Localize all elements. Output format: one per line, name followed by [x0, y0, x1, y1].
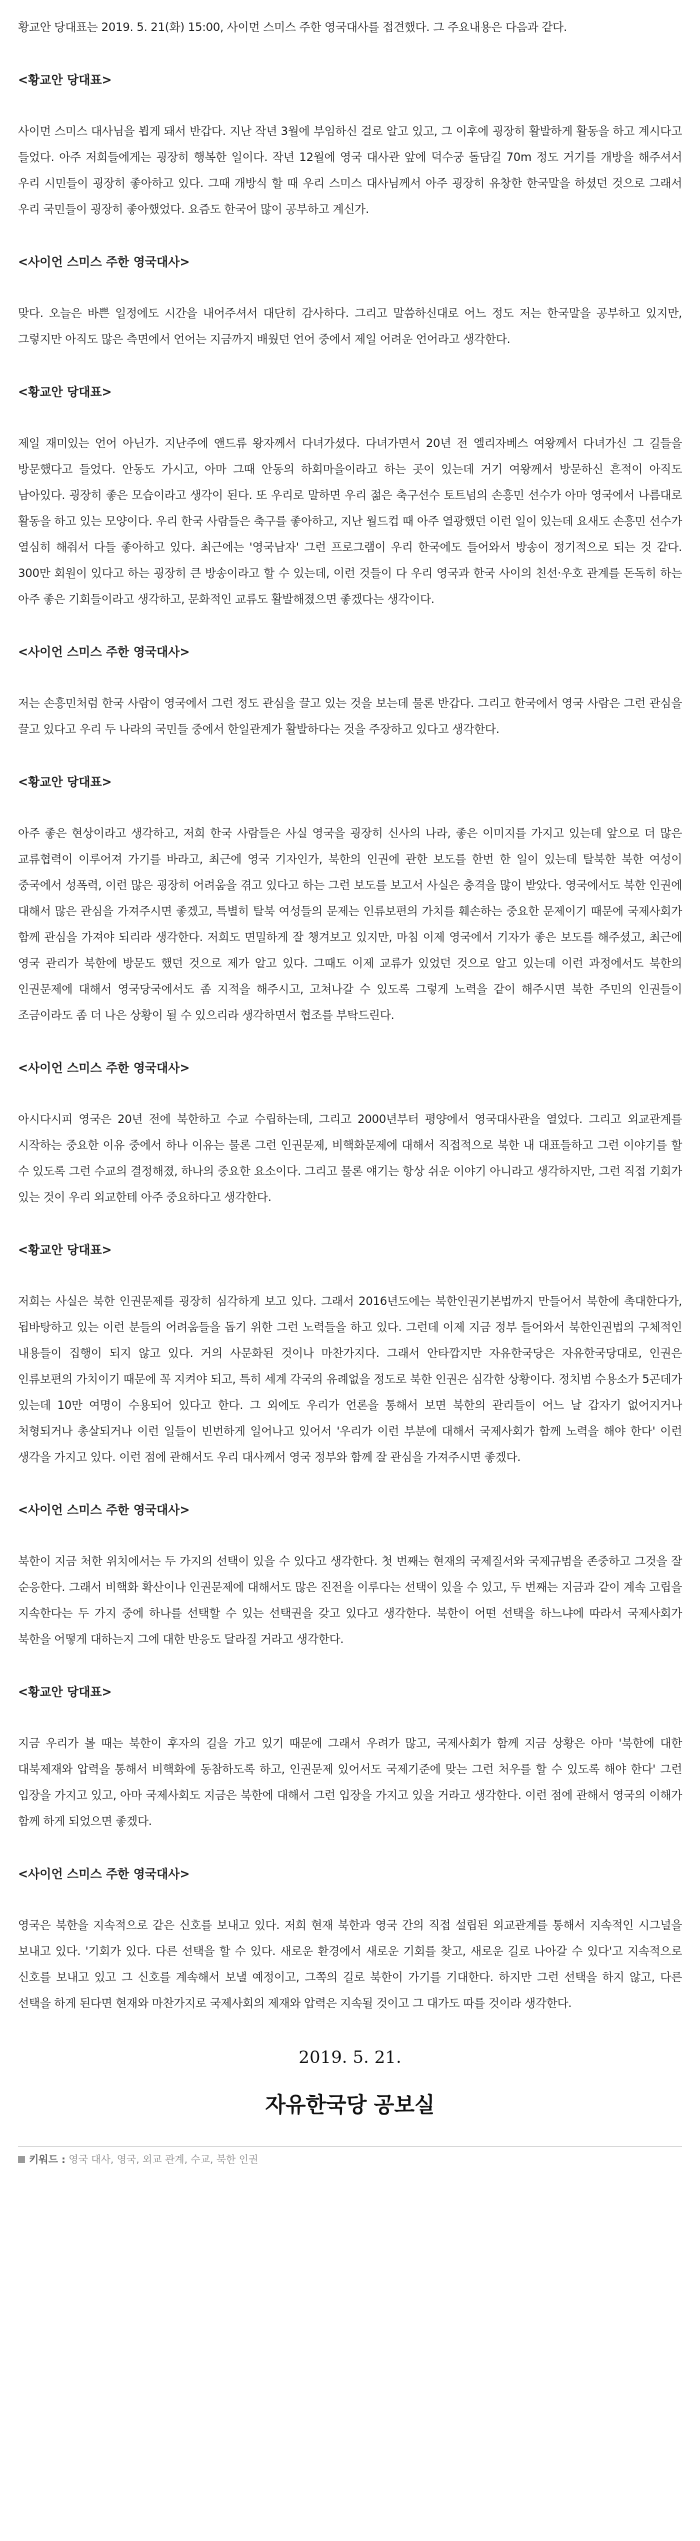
- organization-name: 자유한국당 공보실: [265, 2093, 435, 2117]
- statement-paragraph: 사이먼 스미스 대사님을 뵙게 돼서 반갑다. 지난 작년 3월에 부임하신 걸로 알고 있고, 그 이후에 굉장히 활발하게 활동을 하고 계시다고 들었다. 아주 저희들에게는 굉장히 행복한 일이다. 작년 12월에 영국 대사관 앞에 덕수궁 돌담길 70m 정도 거기를 개방을 해주셔서 우리 시민들이 굉장히 좋아하고 있다. 그때 개방식 할 때 우리 스미스 대사님께서 아주 굉장히 유창한 한국말을 하셨던 것으로 그래서 우리 국민들이 굉장히 좋아했었다. 요즘도 한국어 많이 공부하고 계신가.: [18, 124, 682, 216]
- statement-paragraph: 저희는 사실은 북한 인권문제를 굉장히 심각하게 보고 있다. 그래서 2016년도에는 북한인권기본법까지 만들어서 북한에 촉대한다가, 됩바탕하고 있는 이런 분들의 어려움들을 돕기 위한 그런 노력들을 하고 있다. 그런데 이제 지금 정부 들어와서 북한인권법의 구체적인 내용들이 집행이 되지 않고 있다. 거의 사문화된 것이나 마찬가지다. 그래서 안타깝지만 자유한국당은 자유한국당대로, 인권은 인류보편의 가치이기 때문에 꼭 지켜야 되고, 특히 세계 각국의 유례없을 정도로 북한 인권은 심각한 상황이다. 정치범 수용소가 5곤데가 있는데 10만 여명이 수용되어 있다고 한다. 그 외에도 우리가 언론을 통해서 보면 북한의 관리들이 어느 날 갑자기 없어지거나 처형되거나 총살되거나 이런 일들이 빈번하게 일어나고 있어서 '우리가 이런 부분에 대해서 국제사회가 함께 노력을 해야 한다' 이런 생각을 가지고 있다. 이런 점에 관해서도 우리 대사께서 영국 정부와 함께 잘 관심을 가져주시면 좋겠다.: [18, 1294, 682, 1464]
- statement-paragraph: 영국은 북한을 지속적으로 같은 신호를 보내고 있다. 저희 현재 북한과 영국 간의 직접 설립된 외교관계를 통해서 지속적인 시그널을 보내고 있다. '기회가 있다. 다른 선택을 할 수 있다. 새로운 환경에서 새로운 기회를 찾고, 새로운 길로 나아갈 수 있다'고 지속적으로 신호를 보내고 있고 그 신호를 계속해서 보낼 예정이고, 그쪽의 길로 북한이 가기를 기대한다. 하지만 그런 선택을 하지 않고, 다른 선택을 하게 된다면 현재와 마찬가지로 국제사회의 제재와 압력은 지속될 것이고 그 대가도 따를 것이라 생각한다.: [18, 1918, 682, 2010]
- keywords-value[interactable]: 영국 대사, 영국, 외교 관계, 수교, 북한 인권: [68, 2155, 259, 2166]
- statement-paragraph: 아시다시피 영국은 20년 전에 북한하고 수교 수립하는데, 그리고 2000년부터 평양에서 영국대사관을 열었다. 그리고 외교관계를 시작하는 중요한 이유 중에서 하나 이유는 물론 그런 인권문제, 비핵화문제에 대해서 직접적으로 북한 내 대표들하고 그런 이야기를 할 수 있도록 그런 수교의 결정해졌, 하나의 중요한 요소이다. 그리고 물론 얘기는 항상 쉬운 이야기 아니라고 생각하지만, 그런 직접 기회가 있는 것이 우리 외교한테 아주 중요하다고 생각한다.: [18, 1112, 682, 1204]
- keywords-bar: [18, 2146, 682, 2175]
- speaker-heading: <황교안 당대표>: [18, 73, 112, 87]
- speaker-heading: <황교안 당대표>: [18, 385, 112, 399]
- statement-paragraph: 저는 손흥민처럼 한국 사람이 영국에서 그런 정도 관심을 끌고 있는 것을 보는데 물론 반갑다. 그리고 한국에서 영국 사람은 그런 관심을 끌고 있다고 우리 두 나라의 국민들 중에서 한일관계가 활발하다는 것을 주장하고 있다고 생각한다.: [18, 696, 682, 736]
- intro-paragraph: 황교안 당대표는 2019. 5. 21(화) 15:00, 사이먼 스미스 주한 영국대사를 접견했다. 그 주요내용은 다음과 같다.: [18, 20, 567, 34]
- speaker-heading: <황교안 당대표>: [18, 775, 112, 789]
- square-bullet-icon: [18, 2156, 25, 2163]
- statement-paragraph: 북한이 지금 처한 위치에서는 두 가지의 선택이 있을 수 있다고 생각한다. 첫 번째는 현재의 국제질서와 국제규범을 존중하고 그것을 잘 순응한다. 그래서 비핵화 확산이나 인권문제에 대해서도 많은 진전을 이루다는 선택이 있을 수 있고, 두 번째는 지금과 같이 계속 고립을 지속한다는 두 가지 중에 하나를 선택할 수 있는 선택권을 갖고 있다고 생각한다. 북한이 어떤 선택을 하느냐에 따라서 국제사회가 북한을 어떻게 대하는지 그에 대한 반응도 달라질 거라고 생각한다.: [18, 1554, 682, 1646]
- footer: [18, 2046, 682, 2120]
- statement-paragraph: 제일 재미있는 언어 아닌가. 지난주에 앤드류 왕자께서 다녀가셨다. 다녀가면서 20년 전 엘리자베스 여왕께서 다녀가신 그 길들을 방문했다고 들었다. 안동도 가시고, 아마 그때 안동의 하회마을이라고 하는 곳이 있는데 거기 여왕께서 방문하신 흔적이 아직도 남아있다. 굉장히 좋은 모습이라고 생각이 된다. 또 우리로 말하면 우리 젊은 축구선수 토트넘의 손흥민 선수가 아마 영국에서 나름대로 활동을 하고 있는 모양이다. 우리 한국 사람들은 축구를 좋아하고, 지난 월드컵 때 아주 열광했던 이런 일이 있는데 요새도 손흥민 선수가 열심히 해줘서 다들 좋아하고 있다. 최근에는 '영국남자' 그런 프로그램이 우리 한국에도 들어와서 방송이 정기적으로 되는 것 같다. 300만 회원이 있다고 하는 굉장히 큰 방송이라고 할 수 있는데, 이런 것들이 다 우리 영국과 한국 사이의 친선·우호 관계를 돈독히 하는 아주 좋은 기회들이라고 생각하고, 문화적인 교류도 활발해졌으면 좋겠다는 생각이다.: [18, 436, 682, 606]
- speaker-heading: <황교안 당대표>: [18, 1243, 112, 1257]
- speaker-heading: <사이언 스미스 주한 영국대사>: [18, 1061, 190, 1075]
- statement-paragraph: 맞다. 오늘은 바쁜 일정에도 시간을 내어주셔서 대단히 감사하다. 그리고 말씀하신대로 어느 정도 저는 한국말을 공부하고 있지만, 그렇지만 아직도 많은 측면에서 언어는 지금까지 배웠던 언어 중에서 제일 어려운 언어라고 생각한다.: [18, 306, 682, 346]
- speaker-heading: <사이언 스미스 주한 영국대사>: [18, 1503, 190, 1517]
- statement-paragraph: 아주 좋은 현상이라고 생각하고, 저희 한국 사람들은 사실 영국을 굉장히 신사의 나라, 좋은 이미지를 가지고 있는데 앞으로 더 많은 교류협력이 이루어져 가기를 바라고, 최근에 영국 기자인가, 북한의 인권에 관한 보도를 한번 한 일이 있는데 탈북한 북한 여성이 중국에서 성폭력, 이런 많은 굉장히 어려움을 겪고 있다고 하는 그런 보도를 보고서 사실은 충격을 많이 받았다. 영국에서도 북한 인권에 대해서 많은 관심을 가져주시면 좋겠고, 특별히 탈북 여성들의 문제는 인류보편의 가치를 훼손하는 중요한 문제이기 때문에 국제사회가 함께 관심을 가져야 되리라 생각한다. 저희도 면밀하게 잘 챙겨보고 있지만, 마침 이제 영국에서 기자가 좋은 보도를 해주셨고, 최근에 영국 관리가 북한에 방문도 했던 것으로 제가 알고 있다. 그때도 이제 교류가 있었던 것으로 알고 있는데 이런 과정에서도 북한의 인권문제에 대해서 영국당국에서도 좀 지적을 해주시고, 고쳐나갈 수 있도록 그렇게 노력을 같이 해주시면 북한 주민의 인권들이 조금이라도 좀 더 나은 상황이 될 수 있으리라 생각하면서 협조를 부탁드린다.: [18, 826, 682, 1022]
- release-date: 2019. 5. 21.: [298, 2048, 402, 2068]
- dialogue-blocks: [18, 70, 682, 2016]
- speaker-heading: <사이언 스미스 주한 영국대사>: [18, 645, 190, 659]
- statement-paragraph: 지금 우리가 볼 때는 북한이 후자의 길을 가고 있기 때문에 그래서 우려가 많고, 국제사회가 함께 지금 상황은 아마 '북한에 대한 대북제재와 압력을 통해서 비핵화에 동참하도록 하고, 인권문제 있어서도 국제기준에 맞는 그런 처우를 할 수 있도록 해야 한다' 그런 입장을 가지고 있고, 아마 국제사회도 지금은 북한에 대해서 그런 입장을 가지고 있을 거라고 생각한다. 이런 점에 관해서 영국의 이해가 함께 하게 되었으면 좋겠다.: [18, 1736, 682, 1828]
- keywords-label: 키워드 :: [29, 2155, 66, 2166]
- speaker-heading: <황교안 당대표>: [18, 1685, 112, 1699]
- speaker-heading: <사이언 스미스 주한 영국대사>: [18, 255, 190, 269]
- speaker-heading: <사이언 스미스 주한 영국대사>: [18, 1867, 190, 1881]
